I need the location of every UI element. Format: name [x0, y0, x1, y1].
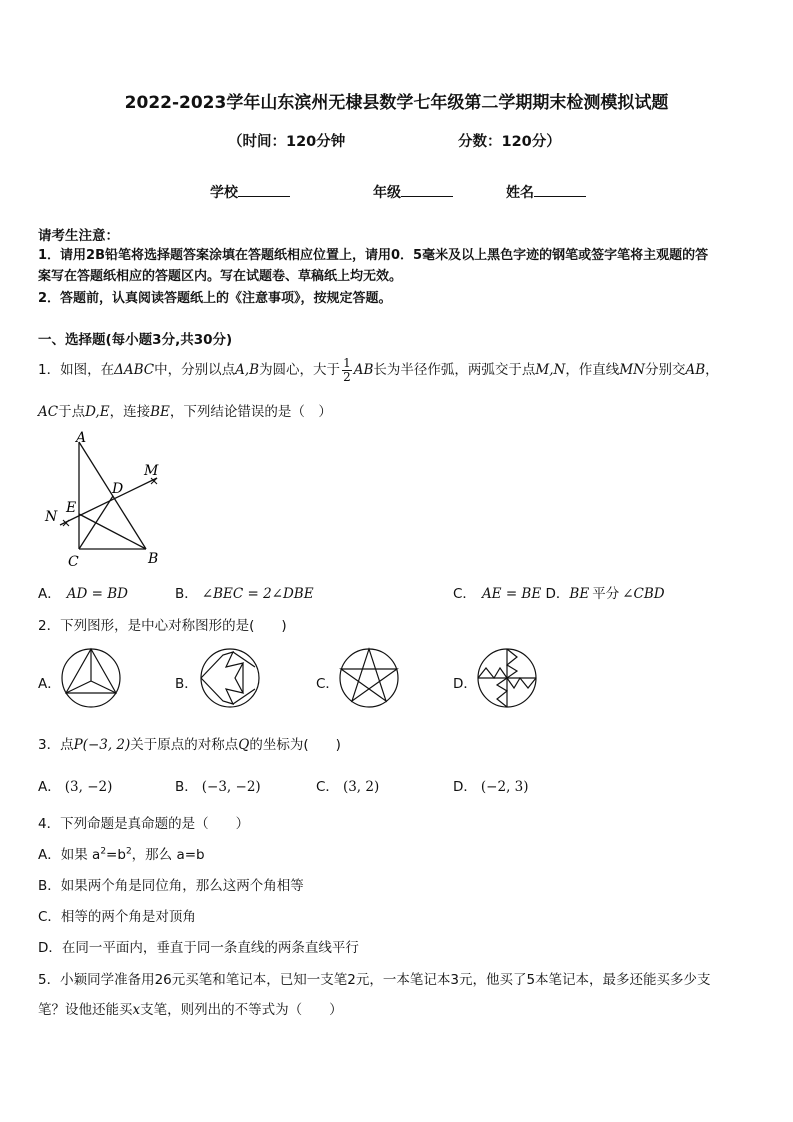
q1-text: 中，分别以点 — [154, 362, 236, 378]
q5-stem-line1: 5．小颖同学准备用26元买笔和笔记本，已知一支笔2元，一本笔记本3元，他买了5本笔记本，最多还能买多少支 — [38, 972, 711, 988]
school-blank — [238, 183, 290, 197]
q1-stem-line2 — [38, 400, 332, 420]
q5-stem-line2: 笔？设他还能买x支笔，则列出的不等式为（ ） — [38, 1002, 343, 1018]
q2-option-a-label: A． — [38, 676, 61, 692]
q4-option-b: B．如果两个角是同位角，那么这两个角相等 — [38, 878, 304, 894]
q1-fraction: $\frac{1}{2}$ — [343, 355, 351, 384]
q4-option-c: C．相等的两个角是对顶角 — [38, 909, 196, 925]
q4-option-d: D．在同一平面内，垂直于同一条直线的两条直线平行 — [38, 940, 359, 956]
notice-line1b: 案写在答题纸相应的答题区内。写在试题卷、草稿纸上均无效。 — [38, 269, 403, 284]
q1-text: 长为半径作弧，两弧交于点 — [373, 362, 536, 378]
q3-stem: 3．点P(−3, 2)关于原点的对称点Q的坐标为( ) — [38, 737, 341, 753]
q1-text: 为圆心，大于 — [259, 362, 341, 378]
q1-text: 分别交 — [644, 362, 686, 378]
figure-label-A: A — [76, 430, 87, 446]
q2-figure-c — [338, 647, 400, 709]
q2-figure-d — [476, 647, 538, 709]
q1-option-a: A． AD = BD — [38, 586, 128, 602]
q1-segment: AB — [685, 362, 706, 378]
school-field — [210, 182, 290, 202]
notice-heading: 请考生注意： — [38, 228, 119, 244]
q3-option-a: A． (3, −2) — [38, 779, 113, 795]
q1-text: ，作直线 — [565, 362, 620, 378]
q1-option-b: B． ∠BEC = 2∠DBE — [175, 586, 314, 602]
exam-title: 2022-2023学年山东滨州无棣县数学七年级第二学期期末检测模拟试题 — [124, 93, 669, 113]
q3-point-p: P(−3, 2) — [73, 737, 131, 753]
grade-field — [373, 182, 453, 202]
q1-triangle-figure — [40, 428, 175, 573]
grade-blank — [401, 183, 453, 197]
figure-label-B: B — [148, 551, 159, 567]
q2-stem: 2．下列图形，是中心对称图形的是( ) — [38, 618, 287, 634]
q1-segment: AB — [353, 362, 374, 378]
grade-label: 年级 — [373, 185, 401, 201]
q4-stem: 4．下列命题是真命题的是（ ） — [38, 816, 250, 832]
exam-time: （时间：120分钟 — [228, 134, 346, 150]
notice-line1a: 1．请用2B铅笔将选择题答案涂填在答题纸相应位置上，请用0．5毫米及以上黑色字迹的钢笔或签字笔将主观题的答 — [38, 248, 709, 263]
q1-triangle: ΔABC — [114, 362, 155, 378]
q1-stem-line1 — [38, 352, 719, 388]
q1-points: D,E — [85, 404, 110, 420]
q1-segment: AC — [38, 404, 59, 420]
q1-line: MN — [619, 362, 645, 378]
q1-text: ，下列结论错误的是（ ） — [169, 404, 332, 420]
figure-label-N: N — [45, 509, 58, 525]
q5-variable-x: x — [132, 1002, 141, 1018]
q1-text: ，连接 — [109, 404, 151, 420]
q1-points: M,N — [535, 362, 566, 378]
figure-label-C: C — [68, 554, 79, 570]
section-heading: 一、选择题(每小题3分,共30分) — [38, 332, 233, 348]
figure-label-M: M — [144, 463, 159, 479]
q3-option-b: B． (−3, −2) — [175, 779, 261, 795]
q3-option-c: C． (3, 2) — [316, 779, 380, 795]
q1-segment: BE — [150, 404, 170, 420]
q1-points: A,B — [235, 362, 260, 378]
school-label: 学校 — [210, 185, 238, 201]
name-field — [506, 182, 586, 202]
q2-option-b-label: B． — [175, 676, 198, 692]
q1-option-c-d: C． AE = BE D．BE 平分 ∠CBD — [453, 586, 665, 602]
q1-text: 于点 — [58, 404, 86, 420]
q1-text: 1．如图，在 — [38, 362, 115, 378]
notice-line2: 2．答题前，认真阅读答题纸上的《注意事项》，按规定答题。 — [38, 291, 392, 306]
q1-text: ， — [705, 362, 719, 378]
q4-option-a: A．如果 $a^2=b^2$，那么 a=b — [38, 846, 205, 863]
q2-figure-a — [60, 647, 122, 709]
name-label: 姓名 — [506, 185, 534, 201]
figure-label-D: D — [112, 481, 124, 497]
q2-option-c-label: C． — [316, 676, 339, 692]
name-blank — [534, 183, 586, 197]
q2-option-d-label: D． — [453, 676, 477, 692]
exam-score: 分数：120分） — [458, 134, 561, 150]
q3-option-d: D． (−2, 3) — [453, 779, 529, 795]
q2-figure-b — [199, 647, 261, 709]
q3-point-q: Q — [238, 737, 250, 753]
figure-label-E: E — [66, 500, 77, 516]
